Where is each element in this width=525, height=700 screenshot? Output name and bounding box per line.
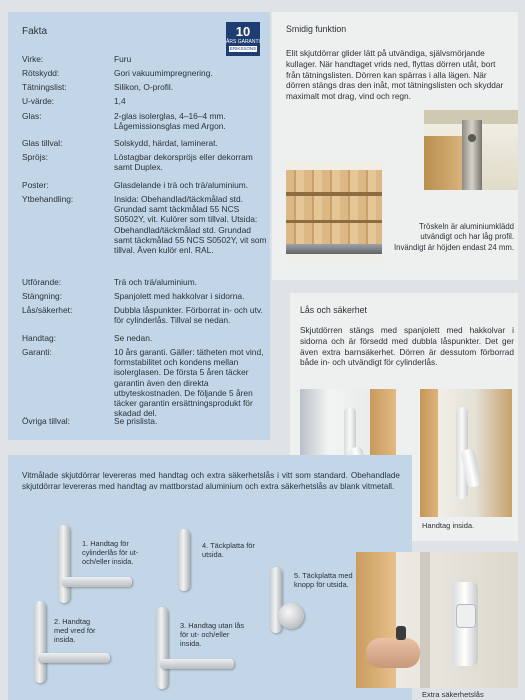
fakta-panel: Fakta 10 ÅRS GARANTI ERIKSSONS Virke: Furu Rötskydd: Gori vakuumimpregnering. Tätningslist: Silikon, O-profil. U-värde: 1,4 Glas: 2-glas isolerglas, 4–16–4 mm. Lågemissionsglas med Argon. Glas tillval: Solskydd, härdat, laminerat. Spröjs: Löstagbar dekorspröjs eller dekorram samt Duplex. Poster: Glasdelande i trä och trä/aluminium. Ytbehandling: Insida: Obehandlad/täckmålad std. Grundad samt täckmålad 55 NCS S0502Y, vit. Kulörer som tillval. Utsida: Obehandlad/täckmålad std. Grundad samt täckmålad 55 NCS S0502Y, vit som tillval. Även kulör enl. RAL. Utförande: Trä och trä/aluminium. Stängning: Spanjolett med hakkolvar i sidorna. Lås/säkerhet: Dubbla låspunkter. Förborrat in- och utv. för cylinderlås. Tillval se nedan. Handtag: Se nedan. Garanti: 10 års garanti. Gäller: tätheten mot vind, formstabilitet och kondens mellan isolerglasen. De första 5 åren täcker garantin även den direkta utbyteskostnaden. De följande 5 åren täcker garantin ersättningsprodukt för skadad del. Övriga tillval: Se prislista. (8, 12, 270, 440)
handle-2-plate (34, 601, 46, 683)
extra-lock-caption: Extra säkerhetslås (422, 690, 484, 699)
handle-2-caption: 2. Handtag med vred för insida. (54, 617, 96, 644)
handle-3-plate (156, 607, 168, 689)
handle-3-caption: 3. Handtag utan lås för ut- och/eller insida. (180, 621, 245, 648)
coverplate-4-caption: 4. Täckplatta för utsida. (202, 541, 255, 559)
handle-inside-caption: Handtag insida. (422, 521, 475, 530)
handle-3-lever (160, 659, 234, 669)
handle-inside-photo (420, 389, 512, 517)
threshold-caption: Tröskeln är aluminiumklädd utvändigt och har låg profil. Invändigt är höjden endast 24 mm. (393, 222, 514, 252)
handtag-intro: Vitmålade skjutdörrar levereras med handtag och extra säkerhetslås i vitt som standard. Obehandlade skjutdörrar levereras med handtag av mattborstad aluminium och extra säkerhetslås av blank vitmetall. (22, 471, 400, 491)
handle-2-lever (38, 653, 110, 663)
warranty-badge: 10 ÅRS GARANTI ERIKSSONS (226, 22, 260, 56)
coverplate-4 (178, 529, 190, 591)
smidig-title: Smidig funktion (286, 24, 347, 34)
handtag-panel (8, 455, 412, 700)
smidig-funktion-panel (272, 12, 518, 280)
handle-1-caption: 1. Handtag för cylinderlås för ut- och/eller insida. (82, 539, 139, 566)
las-text: Skjutdörren stängs med spanjolett med hakkolvar i sidorna och är försedd med dubbla låspunkter. Det ger även extra barnsäkerhet. Dörren är dessutom förborrad både in- och utvändigt för cylinderlås. (300, 325, 514, 368)
knob-icon (278, 603, 304, 629)
las-title: Lås och säkerhet (300, 305, 367, 315)
handle-1-plate (58, 525, 70, 603)
threshold-photo (286, 162, 382, 258)
rail-photo (424, 110, 518, 190)
extra-lock-photo (356, 552, 518, 688)
fakta-title: Fakta (22, 26, 48, 37)
smidig-text: Elit skjutdörrar glider lätt på utvändiga, självsmörjande kullager. När handtaget vrids ned, flyttas dörren utåt, bort från tätningslisten. Dörren kan spärras i alla lägen. När dörren stängs dras den inåt, mot tätningslisten och skyddar maximalt mot drag, vind och regn. (286, 48, 504, 102)
handle-1-lever (62, 577, 132, 587)
coverplate-5-caption: 5. Täckplatta med knopp för utsida. (294, 571, 353, 589)
